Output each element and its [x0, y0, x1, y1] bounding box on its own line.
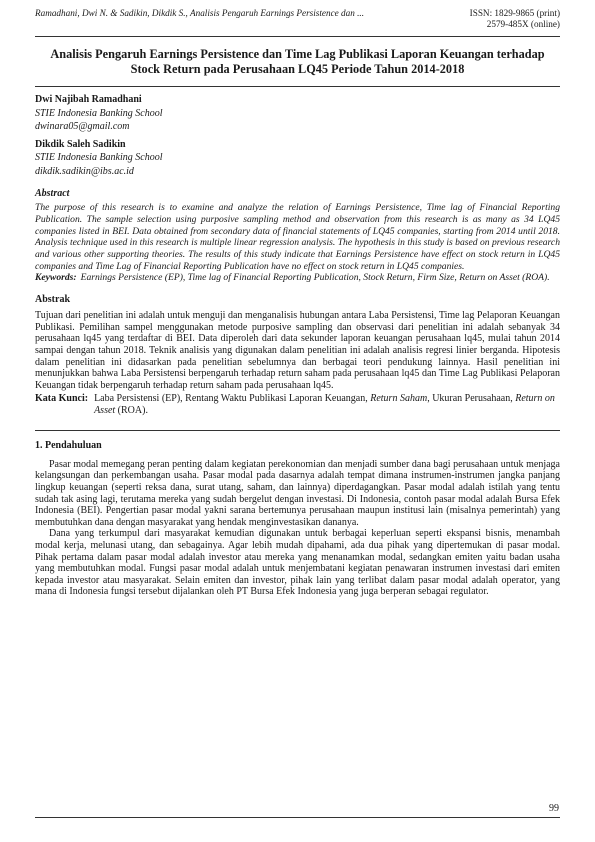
- title-rule: [35, 86, 560, 87]
- keywords-label: Keywords:: [35, 272, 77, 284]
- body-paragraph: Dana yang terkumpul dari masyarakat kemudian digunakan untuk berbagai keperluan seperti ekspansi bisnis, menambah modal kerja, melunasi utang, dan sebagainya. Agar lebih mudah dipahami, ada dua pihak yang dipertemukan di pasar modal. Pihak pertama dalam pasar modal adalah investor atau mereka yang menanamkan modal, sedangkan emiten yaitu badan usaha yang membutuhkan modal. Fungsi pasar modal adalah untuk menjembatani kegiatan penawaran instrumen investasi dari emiten kepada investor atau masyarakat. Selain emiten dan investor, pihak lain yang terlibat dalam pasar modal adalah operator, yang mana di Indonesia fungsi tersebut dijalankan oleh PT Bursa Efek Indonesia yang juga berperan sebagai regulator.: [35, 528, 560, 598]
- author-list: [35, 93, 560, 179]
- issn-print: ISSN: 1829-9865 (print): [469, 8, 560, 18]
- abstract-heading: Abstract: [35, 187, 70, 199]
- author-name: Dikdik Saleh Sadikin: [35, 138, 126, 150]
- kata-kunci-italic: Return Saham: [370, 392, 428, 404]
- kata-kunci-italic: Return on Asset: [94, 392, 555, 416]
- abstrak-heading: Abstrak: [35, 294, 71, 306]
- abstract-text: The purpose of this research is to examine and analyze the relation of Earnings Persistence, Time lag of Financial Reporting Publication. The sample selection using purposive sampling method and observation from this research is as many as 34 LQ45 companies listed in BEI. Data obtained from secondary data of financial statements of LQ45 companies, starting from 2014 until 2018. Analysis technique used in this research is multiple linear regression analysis. The hypothesis in this study is based on previous research and various other supporting theories. The results of this study indicate that Earnings Persistence have effect on stock return in LQ45 companies and Time Lag of Financial Reporting Publication have no effect on stock return in LQ45 companies.: [35, 202, 560, 272]
- author-1: [35, 93, 560, 134]
- keywords-indonesian: [35, 393, 560, 416]
- keywords-text: Earnings Persistence (EP), Time lag of Financial Reporting Publication, Stock Return, Firm Size, Return on Asset (ROA).: [80, 272, 550, 284]
- kata-kunci-label: Kata Kunci:: [35, 392, 89, 404]
- kata-kunci-part: Laba Persistensi (EP), Rentang Waktu Publikasi Laporan Keuangan,: [94, 392, 371, 404]
- kata-kunci-part: (ROA).: [115, 404, 148, 416]
- author-email: dwinara05@gmail.com: [35, 121, 130, 133]
- keywords-english: [35, 272, 560, 284]
- author-affiliation: STIE Indonesia Banking School: [35, 107, 163, 119]
- running-head-issn: [440, 8, 560, 30]
- running-head: [35, 8, 560, 30]
- issn-online: 2579-485X (online): [486, 19, 560, 29]
- abstract-indonesian: [35, 294, 560, 416]
- abstract-english: [35, 188, 560, 285]
- section-heading: 1. Pendahuluan: [35, 440, 102, 452]
- header-rule: [35, 36, 560, 37]
- paper-title: Analisis Pengaruh Earnings Persistence dan Time Lag Publikasi Laporan Keuangan terhadap Stock Return pada Perusahaan LQ45 Periode Tahun 2014-2018: [50, 47, 545, 76]
- footer-rule: [35, 817, 560, 818]
- page-number: 99: [549, 803, 559, 814]
- abstrak-text: Tujuan dari penelitian ini adalah untuk menguji dan menganalisis hubungan antara Laba Persistensi, Time lag Pelaporan Keuangan Publikasi. Pemilihan sampel menggunakan metode purposive sampling dan observasi dari penelitian ini adalah sebanyak 34 perusahaan lq45 yang terdaftar di BEI. Data diperoleh dari data sekunder laporan keuangan perusahaan lq45, mulai tahun 2014 sampai dengan tahun 2018. Teknik analisis yang digunakan dalam penelitian ini adalah analisis regresi linier berganda. Hipotesis dalam penelitian ini didasarkan pada penelitian sebelumnya dan berbagai teori pendukung lainnya. Hasil penelitian ini menunjukkan bahwa Laba Persistensi berpengaruh terhadap return saham pada perusahaan lq45 dan Time Lag Publikasi Pelaporan Keuangan tidak berpengaruh terhadap return saham pada perusahaan lq45.: [35, 309, 560, 392]
- kata-kunci-part: , Ukuran Perusahaan,: [427, 392, 516, 404]
- introduction-section: [35, 440, 560, 598]
- section-rule: [35, 430, 560, 431]
- body-paragraph: Pasar modal memegang peran penting dalam kegiatan perekonomian dan menjadi sumber dana bagi perusahaan untuk menjaga kelangsungan dan perkembangan usaha. Pasar modal pada dasarnya adalah tempat dimana instrumen-instrumen jangka panjang lingkup keuangan (seperti reksa dana, surat utang, saham, dan lainnya) diperdagangkan. Pasar modal adalah istilah yang tentu sudah tak asing lagi, terutama mereka yang sudah bergelut dengan investasi. Di Indonesia, contoh pasar modal adalah Bursa Efek Indonesia (BEI). Pengertian pasar modal yakni sarana bertemunya perusahaan maupun institusi lain (misalnya pemerintah) yang membutuhkan dana dengan masyarakat yang hendak menginvestasikan dananya.: [35, 458, 560, 528]
- author-affiliation: STIE Indonesia Banking School: [35, 152, 163, 164]
- author-2: [35, 138, 560, 179]
- kata-kunci-text: [94, 393, 560, 416]
- page-content: [35, 8, 560, 598]
- author-email: dikdik.sadikin@ibs.ac.id: [35, 165, 134, 177]
- running-head-citation: Ramadhani, Dwi N. & Sadikin, Dikdik S., Analisis Pengaruh Earnings Persistence dan ...: [35, 8, 365, 18]
- author-name: Dwi Najibah Ramadhani: [35, 94, 142, 105]
